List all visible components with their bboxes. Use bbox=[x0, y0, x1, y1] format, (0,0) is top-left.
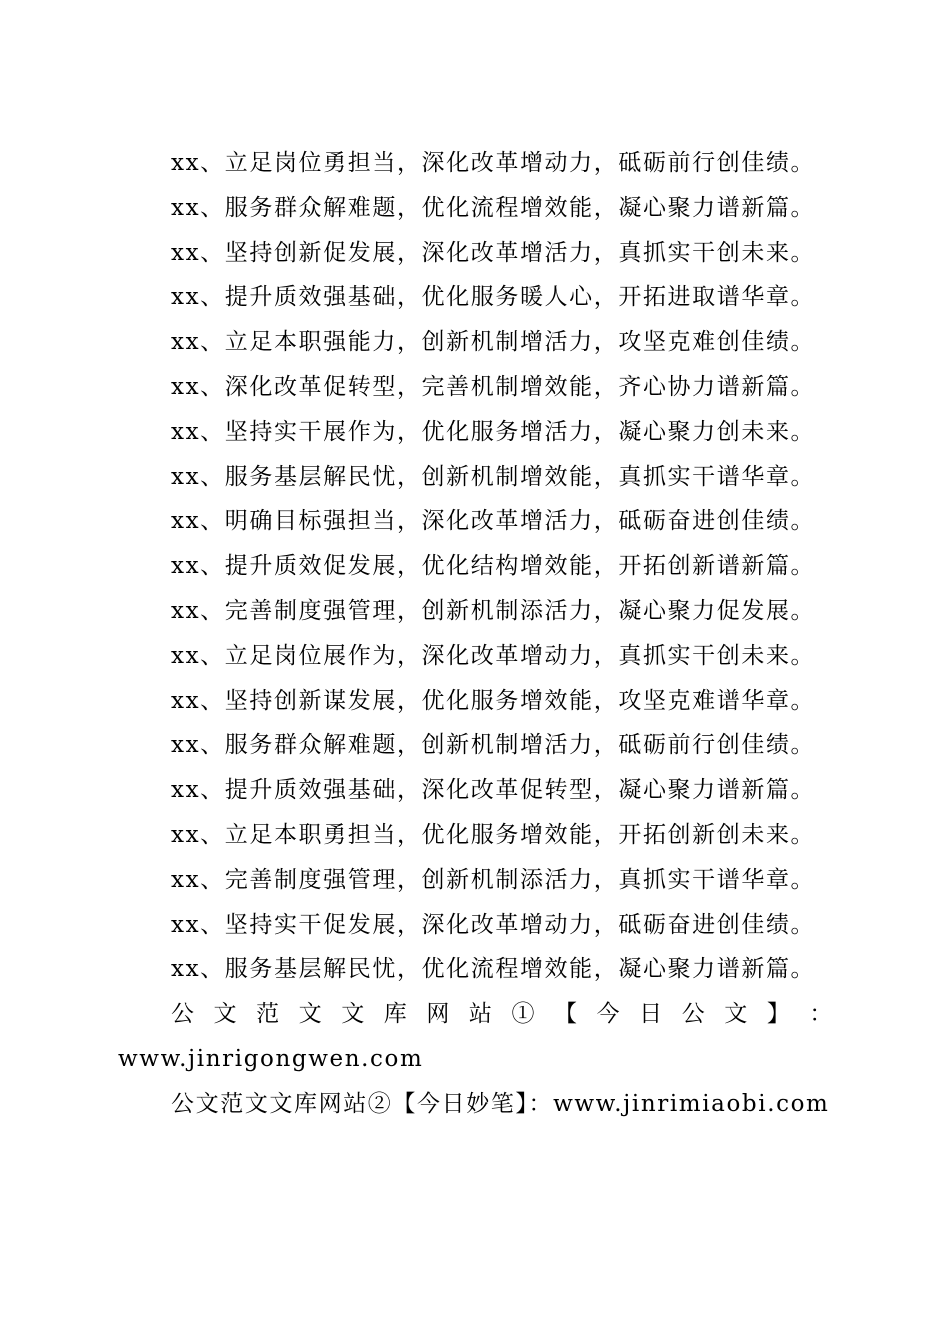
text-line-2: xx、服务群众解难题，优化流程增效能，凝心聚力谱新篇。 bbox=[171, 194, 816, 221]
text-line-17: xx、完善制度强管理，创新机制添活力，真抓实干谱华章。 bbox=[171, 866, 816, 893]
text-line-14: xx、服务群众解难题，创新机制增活力，砥砺前行创佳绩。 bbox=[171, 732, 816, 759]
footer-site1-url[interactable]: www.jinrigongwen.com bbox=[118, 1045, 424, 1072]
text-line-16: xx、立足本职勇担当，优化服务增效能，开拓创新创未来。 bbox=[171, 821, 816, 848]
text-line-7: xx、坚持实干展作为，优化服务增活力，凝心聚力创未来。 bbox=[171, 418, 816, 445]
footer-site2[interactable]: 公文范文文库网站②【今日妙笔】：www.jinrimiaobi.com bbox=[171, 1090, 830, 1117]
text-line-13: xx、坚持创新谋发展，优化服务增效能，攻坚克难谱华章。 bbox=[171, 687, 816, 714]
text-line-19: xx、服务基层解民忧，优化流程增效能，凝心聚力谱新篇。 bbox=[171, 956, 816, 983]
document-body bbox=[118, 141, 834, 1127]
text-line-4: xx、提升质效强基础，优化服务暖人心，开拓进取谱华章。 bbox=[171, 284, 816, 311]
text-line-5: xx、立足本职强能力，创新机制增活力，攻坚克难创佳绩。 bbox=[171, 329, 816, 356]
footer-site1-label: 公 文 范 文 文 库 网 站 ① 【 今 日 公 文 】 ： bbox=[171, 1001, 834, 1028]
text-line-9: xx、明确目标强担当，深化改革增活力，砥砺奋进创佳绩。 bbox=[171, 508, 816, 535]
text-line-15: xx、提升质效强基础，深化改革促转型，凝心聚力谱新篇。 bbox=[171, 777, 816, 804]
text-line-3: xx、坚持创新促发展，深化改革增活力，真抓实干创未来。 bbox=[171, 239, 816, 266]
text-line-8: xx、服务基层解民忧，创新机制增效能，真抓实干谱华章。 bbox=[171, 463, 816, 490]
text-line-18: xx、坚持实干促发展，深化改革增动力，砥砺奋进创佳绩。 bbox=[171, 911, 816, 938]
text-line-6: xx、深化改革促转型，完善机制增效能，齐心协力谱新篇。 bbox=[171, 373, 816, 400]
text-line-12: xx、立足岗位展作为，深化改革增动力，真抓实干创未来。 bbox=[171, 642, 816, 669]
text-line-10: xx、提升质效促发展，优化结构增效能，开拓创新谱新篇。 bbox=[171, 553, 816, 580]
text-line-1: xx、立足岗位勇担当，深化改革增动力，砥砺前行创佳绩。 bbox=[171, 150, 816, 176]
text-line-11: xx、完善制度强管理，创新机制添活力，凝心聚力促发展。 bbox=[171, 597, 816, 624]
